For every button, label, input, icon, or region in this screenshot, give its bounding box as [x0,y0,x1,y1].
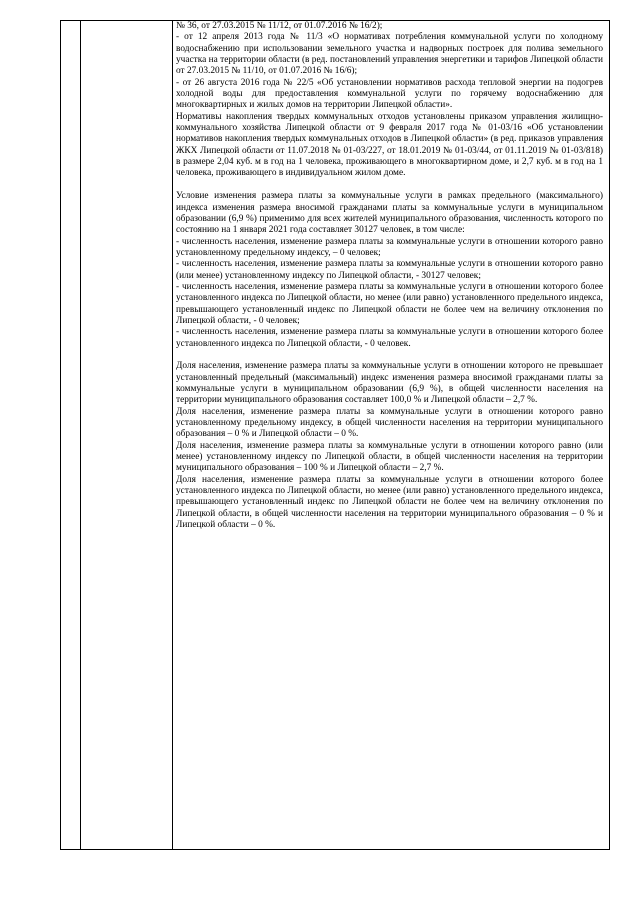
paragraph-waste-norms: Нормативы накопления твердых коммунальных отходов установлены приказом управления жилищно-коммунального хозяйства Липецкой области от 9 февраля 2017 года № 01-03/16 «Об установлении нормативов накопления твердых коммунальных отходов в Липецкой области» (в ред. приказов управления ЖКХ Липецкой области от 11.07.2018 № 01-03/227, от 18.01.2019 № 01-03/44, от 01.11.2019 № 01-03/818) в размере 2,04 куб. м в год на 1 человека, проживающего в многоквартирном доме, и 2,7 куб. м в год на 1 человека, проживающего в индивидуальном жилом доме. [176,111,603,179]
paragraph-spacer [176,350,603,361]
list-item: - численность населения, изменение размера платы за коммунальные услуги в отношении которого более установленного индекса по Липецкой области, - 0 человек. [176,327,603,349]
table-row [61,21,610,850]
paragraph-share-equal-regional: Доля населения, изменение размера платы за коммунальные услуги в отношении которого равно (или менее) установленному индексу по Липецкой области, в общей численности населения на территории муниципального образования – 100 % и Липецкой области – 2,7 %. [176,440,603,474]
number-column-cell [61,21,81,850]
paragraph-index-condition: Условие изменения размера платы за коммунальные услуги в рамках предельного (максимального) индекса изменения размера вносимой гражданами платы за коммунальные услуги в муниципальном образовании (6,9 %) применимо для всех жителей муниципального образования, численность которого по состоянию на 1 января 2021 года составляет 30127 человек, в том числе: [176,191,603,236]
paragraph-share-not-exceeding: Доля населения, изменение размера платы за коммунальные услуги в отношении которого не превышает установленный предельный (максимальный) индекс изменения размера вносимой гражданами платы за коммунальные услуги в муниципальном образовании (6,9 %), в общей численности населения на территории муниципального образования составляет 100,0 % и Липецкой области – 2,7 %. [176,361,603,406]
list-item: - численность населения, изменение размера платы за коммунальные услуги в отношении которого более установленного индекса по Липецкой области, но менее (или равно) установленного предельного индекса, превышающего установленный индекс по Липецкой области не более чем на величину отклонения по Липецкой области, - 0 человек; [176,281,603,326]
paragraph-share-equal-limit: Доля населения, изменение размера платы за коммунальные услуги в отношении которого равно установленному предельному индексу, в общей численности населения на территории муниципального образования – 0 % и Липецкой области – 0 %. [176,406,603,440]
paragraph-share-above-regional: Доля населения, изменение размера платы за коммунальные услуги в отношении которого более установленного индекса по Липецкой области, но менее (или равно) установленного предельного индекса, превышающего установленный индекс по Липецкой области не более чем на величину отклонения по Липецкой области, в общей численности населения на территории муниципального образования – 0 % и Липецкой области – 0 %. [176,474,603,531]
indicator-column-cell [81,21,173,850]
list-item: - численность населения, изменение размера платы за коммунальные услуги в отношении которого равно (или менее) установленному индексу по Липецкой области, - 30127 человек; [176,259,603,281]
list-item: - численность населения, изменение размера платы за коммунальные услуги в отношении которого равно установленному предельному индексу, – 0 человек; [176,236,603,258]
paragraph-water-norms: - от 12 апреля 2013 года № 11/3 «О нормативах потребления коммунальной услуги по холодному водоснабжению при использовании земельного участка и надворных построек для полива земельного участка на территории области (в ред. постановлений управления энергетики и тарифов Липецкой области от 27.03.2015 № 11/10, от 01.07.2016 № 16/6); [176,32,603,77]
content-column-cell [173,21,610,850]
paragraph-decisions-continuation: № 36, от 27.03.2015 № 11/12, от 01.07.2016 № 16/2); [176,21,383,31]
paragraph-spacer [176,180,603,191]
content-text [173,21,609,531]
document-table [60,20,610,850]
paragraph-heat-norms: - от 26 августа 2016 года № 22/5 «Об установлении нормативов расхода тепловой энергии на подогрев холодной воды для предоставления коммунальной услуги по горячему водоснабжению для многоквартирных и жилых домов на территории Липецкой области». [176,77,603,111]
